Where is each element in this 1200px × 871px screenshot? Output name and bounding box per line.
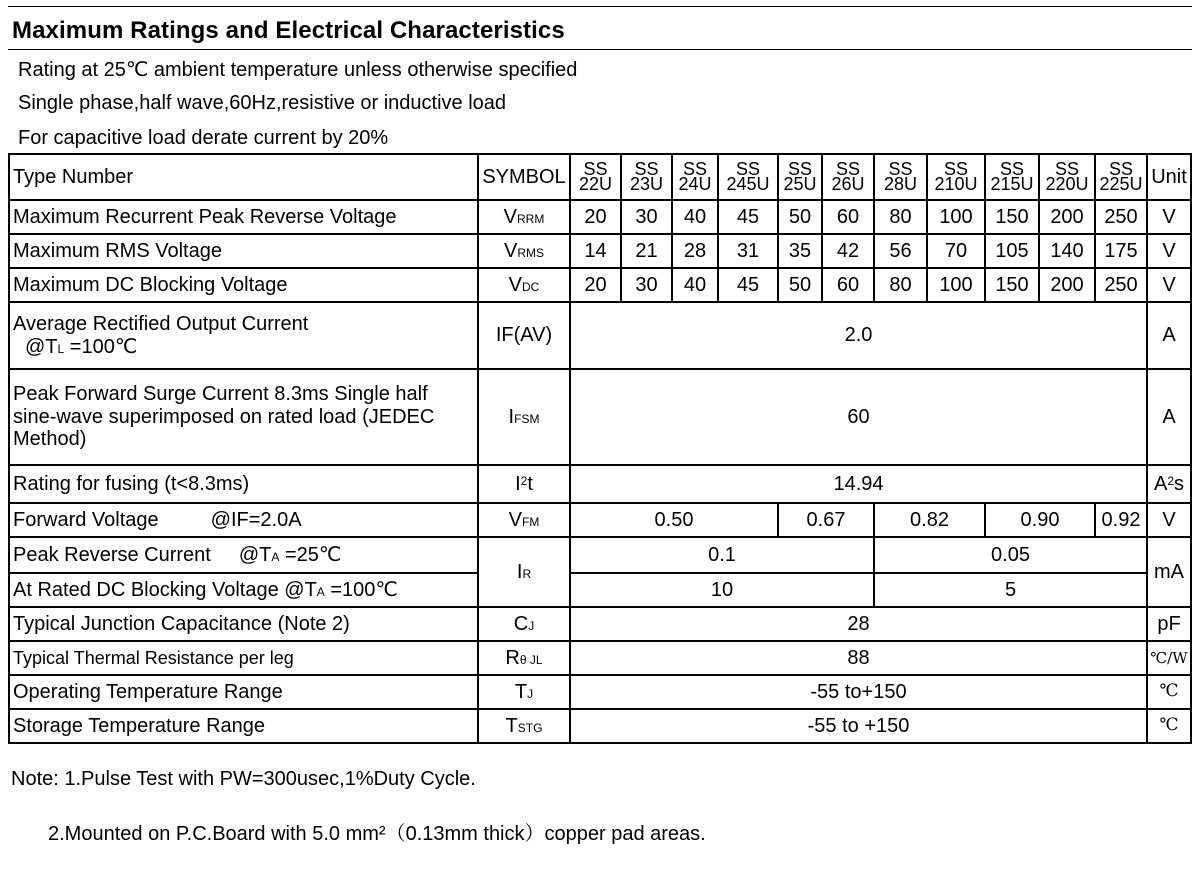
parameter-label: Rating for fusing (t<8.3ms) [9, 465, 478, 503]
table-row [9, 607, 1191, 641]
type-number-cell: SS 28U [874, 154, 927, 200]
table-row [9, 369, 1191, 465]
value-cell: 50 [778, 200, 822, 234]
parameter-label: Maximum Recurrent Peak Reverse Voltage [9, 200, 478, 234]
unit-cell: V [1147, 200, 1191, 234]
value-cell: -55 to+150 [570, 675, 1147, 709]
value-cell: 20 [570, 268, 621, 302]
parameter-label: Maximum DC Blocking Voltage [9, 268, 478, 302]
unit-cell: mA [1147, 537, 1191, 607]
symbol-cell: VRRM [478, 200, 570, 234]
type-number-cell: SS 215U [985, 154, 1039, 200]
parameter-label: Maximum RMS Voltage [9, 234, 478, 268]
top-rule [8, 6, 1192, 7]
symbol-cell: IR [478, 537, 570, 607]
type-number-cell: SS 220U [1039, 154, 1095, 200]
unit-cell: V [1147, 268, 1191, 302]
value-cell: 0.90 [985, 503, 1095, 537]
value-cell: 60 [570, 369, 1147, 465]
table-row [9, 302, 1191, 369]
unit-cell: A [1147, 369, 1191, 465]
value-cell: 100 [927, 268, 985, 302]
page-title: Maximum Ratings and Electrical Characteristics [12, 17, 565, 44]
condition-capacitive-derating: For capacitive load derate current by 20% [18, 127, 389, 149]
unit-cell: ℃ [1147, 709, 1191, 743]
table-row [9, 200, 1191, 234]
symbol-cell: VRMS [478, 234, 570, 268]
value-cell: 40 [672, 200, 718, 234]
value-cell: 30 [621, 268, 672, 302]
value-cell: 70 [927, 234, 985, 268]
value-cell: 105 [985, 234, 1039, 268]
parameter-label: Typical Junction Capacitance (Note 2) [9, 607, 478, 641]
symbol-cell: IF(AV) [478, 302, 570, 369]
table-row [9, 641, 1191, 675]
value-cell: 140 [1039, 234, 1095, 268]
value-cell: 0.1 [570, 537, 874, 573]
value-cell: 0.92 [1095, 503, 1147, 537]
unit-cell: V [1147, 503, 1191, 537]
symbol-cell: IFSM [478, 369, 570, 465]
value-cell: 100 [927, 200, 985, 234]
type-number-cell: SS 22U [570, 154, 621, 200]
table-row [9, 573, 1191, 607]
value-cell: 88 [570, 641, 1147, 675]
value-cell: 150 [985, 200, 1039, 234]
parameter-label: Forward Voltage @IF=2.0A [9, 503, 478, 537]
value-cell: 200 [1039, 200, 1095, 234]
value-cell: 30 [621, 200, 672, 234]
value-cell: 40 [672, 268, 718, 302]
symbol-cell: VDC [478, 268, 570, 302]
table-row [9, 465, 1191, 503]
type-number-cell: SS 24U [672, 154, 718, 200]
ratings-table [8, 153, 1192, 744]
unit-cell: V [1147, 234, 1191, 268]
type-number-cell: SS 210U [927, 154, 985, 200]
value-cell: 60 [822, 200, 874, 234]
value-cell: 50 [778, 268, 822, 302]
type-number-cell: SS 23U [621, 154, 672, 200]
unit-header: Unit [1147, 154, 1191, 200]
value-cell: 21 [621, 234, 672, 268]
note-mounting: 2.Mounted on P.C.Board with 5.0 mm²（0.13mm thick）copper pad areas. [48, 823, 706, 845]
table-row [9, 537, 1191, 573]
unit-cell: ℃ [1147, 675, 1191, 709]
parameter-label: Storage Temperature Range [9, 709, 478, 743]
condition-ambient-temperature: Rating at 25℃ ambient temperature unless otherwise specified [18, 59, 578, 81]
unit-cell: A [1147, 302, 1191, 369]
value-cell: 56 [874, 234, 927, 268]
value-cell: 80 [874, 268, 927, 302]
title-rule [8, 49, 1192, 50]
table-row [9, 675, 1191, 709]
parameter-label: At Rated DC Blocking Voltage @TA =100℃ [9, 573, 478, 607]
value-cell: 80 [874, 200, 927, 234]
value-cell: 45 [718, 200, 778, 234]
symbol-cell: Rθ JL [478, 641, 570, 675]
value-cell: 10 [570, 573, 874, 607]
value-cell: 28 [672, 234, 718, 268]
unit-cell: ℃/W [1147, 641, 1191, 675]
table-row [9, 503, 1191, 537]
value-cell: 31 [718, 234, 778, 268]
value-cell: 250 [1095, 268, 1147, 302]
unit-cell: pF [1147, 607, 1191, 641]
table-row [9, 268, 1191, 302]
value-cell: 2.0 [570, 302, 1147, 369]
type-number-cell: SS 225U [1095, 154, 1147, 200]
symbol-cell: $I^2t$ [478, 465, 570, 503]
type-number-cell: SS 245U [718, 154, 778, 200]
symbol-header: SYMBOL [478, 154, 570, 200]
value-cell: 150 [985, 268, 1039, 302]
value-cell: 200 [1039, 268, 1095, 302]
unit-cell: $A^2s$ [1147, 465, 1191, 503]
header-row [9, 154, 1191, 200]
type-number-cell: SS 25U [778, 154, 822, 200]
value-cell: 0.67 [778, 503, 874, 537]
symbol-cell: VFM [478, 503, 570, 537]
condition-load-type: Single phase,half wave,60Hz,resistive or inductive load [18, 92, 507, 114]
value-cell: 20 [570, 200, 621, 234]
symbol-cell: TJ [478, 675, 570, 709]
type-number-header: Type Number [9, 154, 478, 200]
value-cell: 14 [570, 234, 621, 268]
value-cell: 175 [1095, 234, 1147, 268]
value-cell: 60 [822, 268, 874, 302]
value-cell: 250 [1095, 200, 1147, 234]
parameter-label: Average Rectified Output Current @TL =100℃ [9, 302, 478, 369]
table-row [9, 709, 1191, 743]
value-cell: 0.05 [874, 537, 1147, 573]
value-cell: 0.82 [874, 503, 985, 537]
value-cell: 0.50 [570, 503, 778, 537]
parameter-label: Operating Temperature Range [9, 675, 478, 709]
value-cell: 28 [570, 607, 1147, 641]
symbol-cell: TSTG [478, 709, 570, 743]
value-cell: 45 [718, 268, 778, 302]
value-cell: 5 [874, 573, 1147, 607]
parameter-label: Peak Reverse Current @TA =25℃ [9, 537, 478, 573]
parameter-label: Peak Forward Surge Current 8.3ms Single half sine-wave superimposed on rated load (JEDEC Method) [9, 369, 478, 465]
symbol-cell: CJ [478, 607, 570, 641]
value-cell: 42 [822, 234, 874, 268]
parameter-label: Typical Thermal Resistance per leg [9, 641, 478, 675]
value-cell: -55 to +150 [570, 709, 1147, 743]
table-row [9, 234, 1191, 268]
value-cell: 35 [778, 234, 822, 268]
note-pulse-test: Note: 1.Pulse Test with PW=300usec,1%Duty Cycle. [11, 768, 476, 790]
value-cell: 14.94 [570, 465, 1147, 503]
type-number-cell: SS 26U [822, 154, 874, 200]
